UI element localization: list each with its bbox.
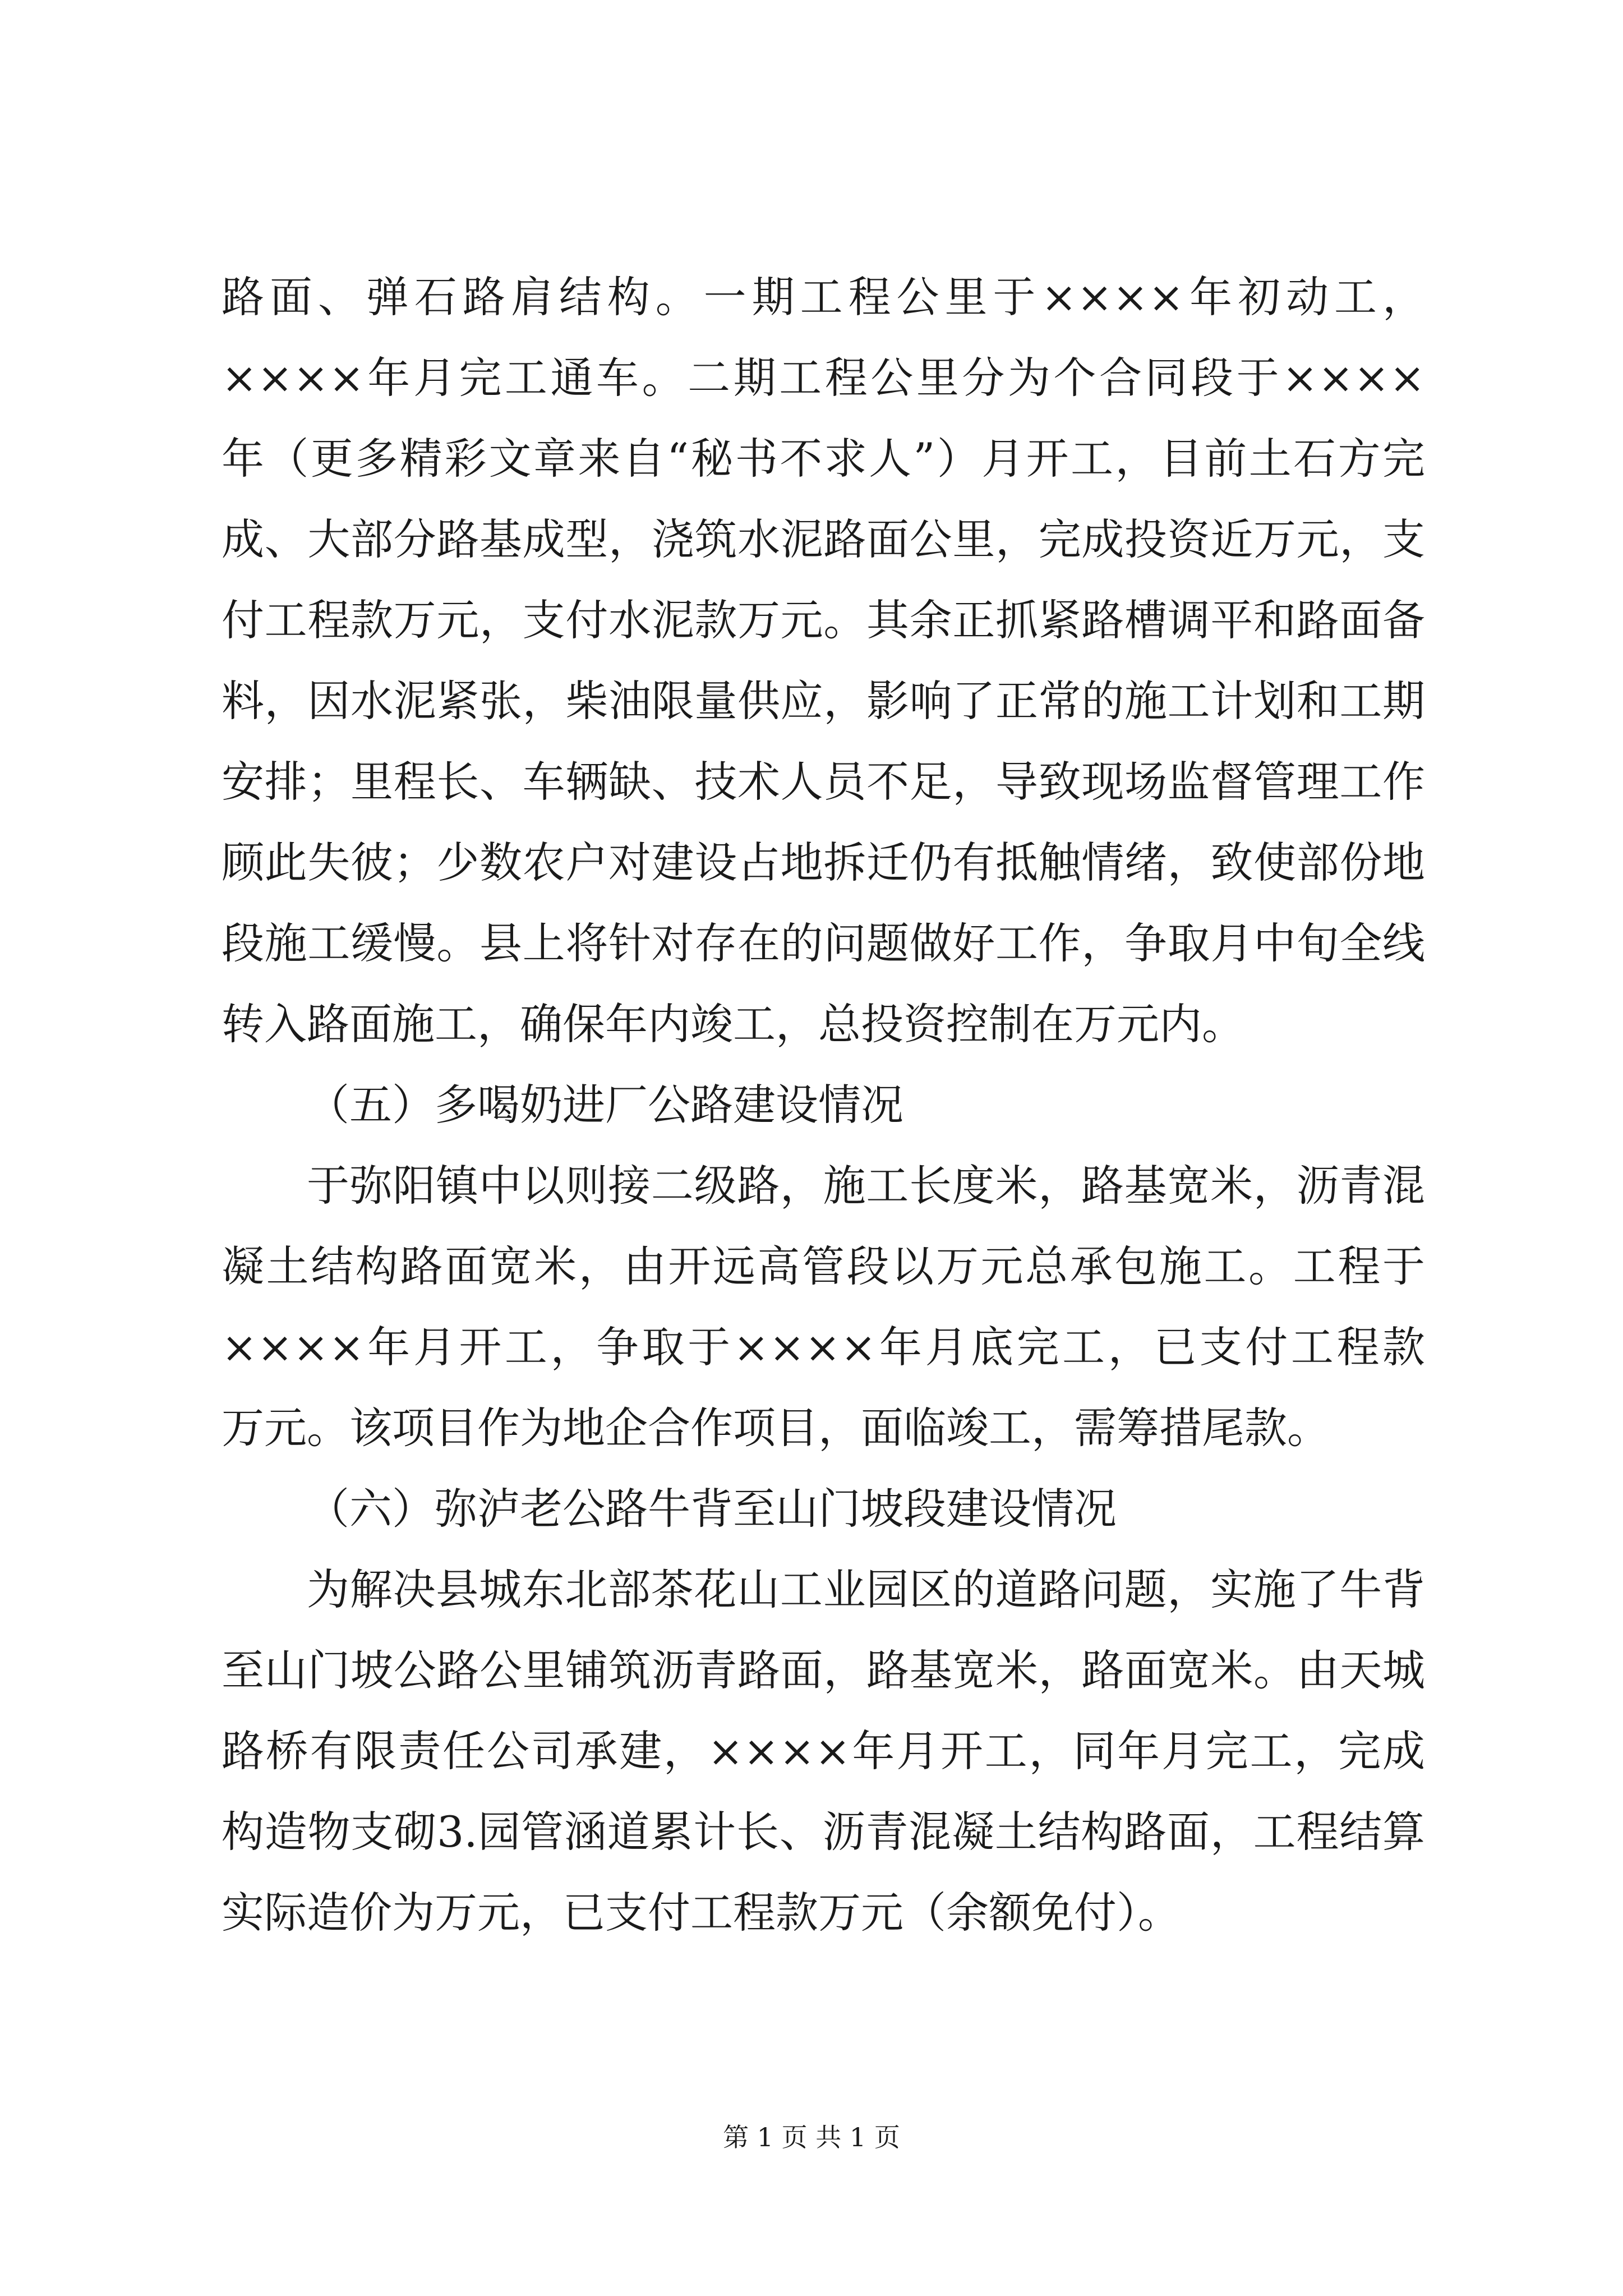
text-line: 实际造价为万元，已支付工程款万元（余额免付）。 — [222, 1888, 1181, 1938]
text-line: 万元。该项目作为地企合作项目，面临竣工，需筹措尾款。 — [222, 1403, 1330, 1453]
text-line: 料，因水泥紧张，柴油限量供应，影响了正常的施工计划和工期 — [222, 676, 1425, 726]
text-line: 凝土结构路面宽米，由开远高管段以万元总承包施工。工程于 — [222, 1241, 1425, 1291]
text-line: ××××年月开工，争取于××××年月底完工，已支付工程款 — [222, 1322, 1425, 1372]
document-body — [222, 257, 1425, 1953]
text-line: 至山门坡公路公里铺筑沥青路面，路基宽米，路面宽米。由天城 — [222, 1645, 1425, 1695]
text-line: 路桥有限责任公司承建，××××年月开工，同年月完工，完成 — [222, 1726, 1425, 1776]
text-line: 付工程款万元，支付水泥款万元。其余正抓紧路槽调平和路面备 — [222, 595, 1425, 645]
text-line: 安排；里程长、车辆缺、技术人员不足，导致现场监督管理工作 — [222, 757, 1425, 807]
text-line: 段施工缓慢。县上将针对存在的问题做好工作，争取月中旬全线 — [222, 918, 1425, 968]
text-line: 于弥阳镇中以则接二级路，施工长度米，路基宽米，沥青混 — [307, 1161, 1425, 1211]
text-line: 年（更多精彩文章来自“秘书不求人”）月开工，目前土石方完 — [222, 434, 1425, 484]
text-line: 路面、弹石路肩结构。一期工程公里于××××年初动工， — [222, 272, 1425, 322]
section-heading-six: （六）弥泸老公路牛背至山门坡段建设情况 — [307, 1484, 1117, 1534]
text-line: 构造物支砌3.园管涵道累计长、沥青混凝土结构路面，工程结算 — [222, 1807, 1425, 1857]
page-footer: 第 1 页 共 1 页 — [723, 2122, 900, 2152]
section-heading-five: （五）多喝奶进厂公路建设情况 — [307, 1080, 903, 1130]
text-line: 顾此失彼；少数农户对建设占地拆迁仍有抵触情绪，致使部份地 — [222, 838, 1425, 887]
text-line: ××××年月完工通车。二期工程公里分为个合同段于×××× — [222, 353, 1425, 403]
text-line: 为解决县城东北部茶花山工业园区的道路问题，实施了牛背 — [307, 1565, 1425, 1614]
text-line: 成、大部分路基成型，浇筑水泥路面公里，完成投资近万元，支 — [222, 514, 1425, 564]
text-line: 转入路面施工，确保年内竣工，总投资控制在万元内。 — [222, 999, 1244, 1049]
